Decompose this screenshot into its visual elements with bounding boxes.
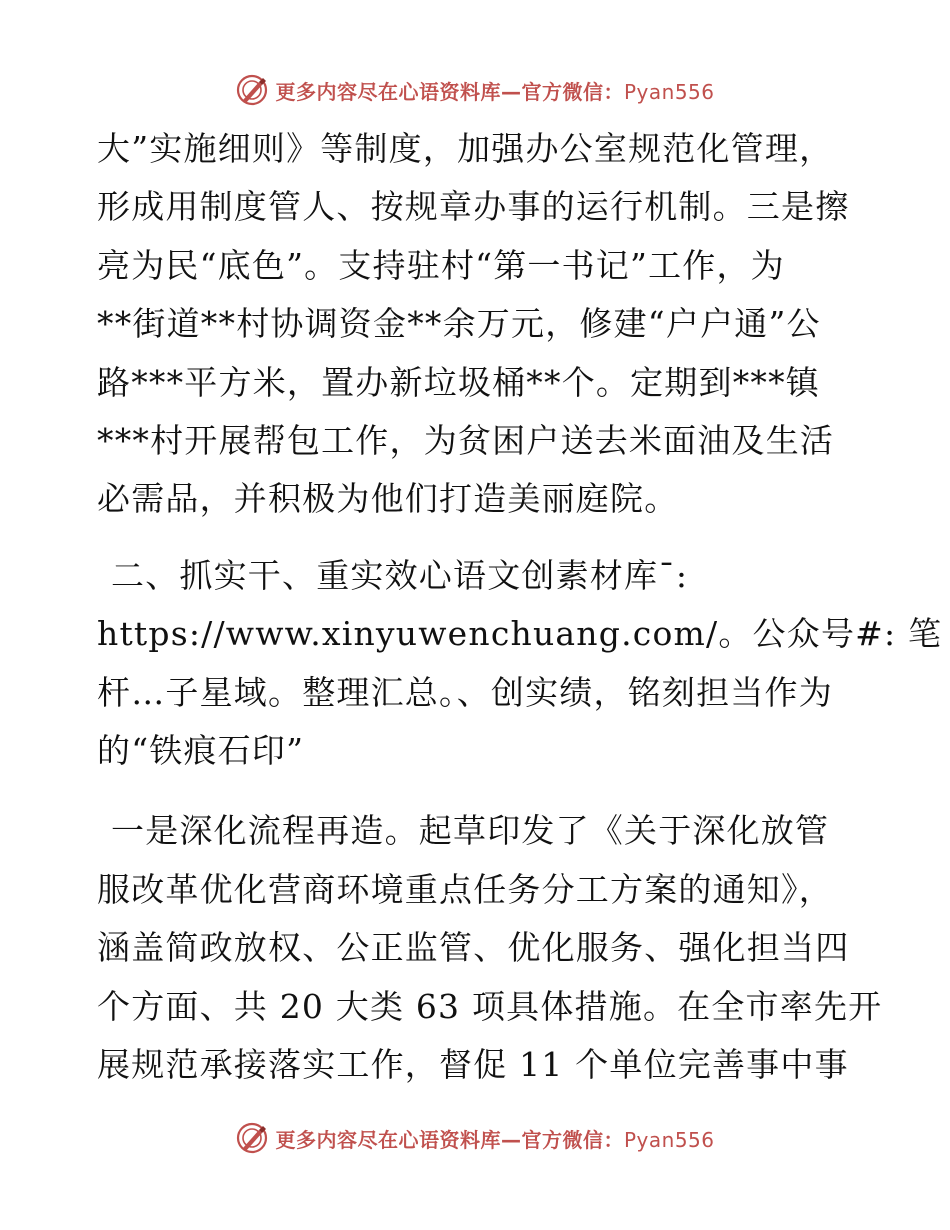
watermark-footer (0, 1118, 950, 1158)
text-line: 大”实施细则》等制度，加强办公室规范化管理， (97, 129, 834, 168)
text-line: 一是深化流程再造。起草印发了《关于深化放管 (111, 811, 830, 851)
text-line: 服改革优化营商环境重点任务分工方案的通知》， (97, 869, 833, 909)
text-line: 展规范承接落实工作，督促 11 个单位完善事中事 (97, 1045, 849, 1085)
text-line: 形成用制度管人、按规章办事的运行机制。三是擦 (97, 187, 850, 227)
watermark-site-text: 更多内容尽在心语资料库—官方微信： (275, 1127, 624, 1152)
watermark-text (275, 1124, 714, 1153)
document-body (97, 120, 943, 1095)
pen-logo-icon (235, 1121, 269, 1155)
text-line: 路***平方米，置办新垃圾桶**个。定期到***镇 (97, 362, 820, 402)
text-line: 亮为民“底色”。支持驻村“第一书记”工作，为 (97, 245, 785, 285)
text-line: **街道**村协调资金**余万元，修建“户户通”公 (97, 304, 821, 344)
watermark-header (0, 70, 950, 110)
section-heading-line: 二、抓实干、重实效心语文创素材库¯: (111, 555, 689, 595)
watermark-wechat-id: Pyan556 (623, 1127, 715, 1152)
text-line: 涵盖简政放权、公正监管、优化服务、强化担当四 (97, 928, 850, 968)
watermark-text (275, 76, 714, 105)
text-line: 杆…子星域。整理汇总。、创实绩，铭刻担当作为 (97, 672, 833, 712)
text-line: 的“铁痕石印” (97, 731, 305, 771)
paragraph-2-heading (97, 547, 943, 781)
pen-logo-icon (235, 73, 269, 107)
text-line: ***村开展帮包工作，为贫困户送去米面油及生活 (97, 421, 835, 461)
paragraph-1 (97, 120, 857, 529)
watermark-wechat-id: Pyan556 (623, 79, 715, 104)
text-line: 个方面、共 20 大类 63 项具体措施。在全市率先开 (97, 986, 883, 1026)
text-line: https://www.xinyuwenchuang.com/。公众号#: 笔 (97, 614, 943, 654)
watermark-site-text: 更多内容尽在心语资料库—官方微信： (275, 79, 624, 104)
text-line: 必需品，并积极为他们打造美丽庭院。 (97, 479, 679, 519)
paragraph-3 (97, 802, 883, 1094)
